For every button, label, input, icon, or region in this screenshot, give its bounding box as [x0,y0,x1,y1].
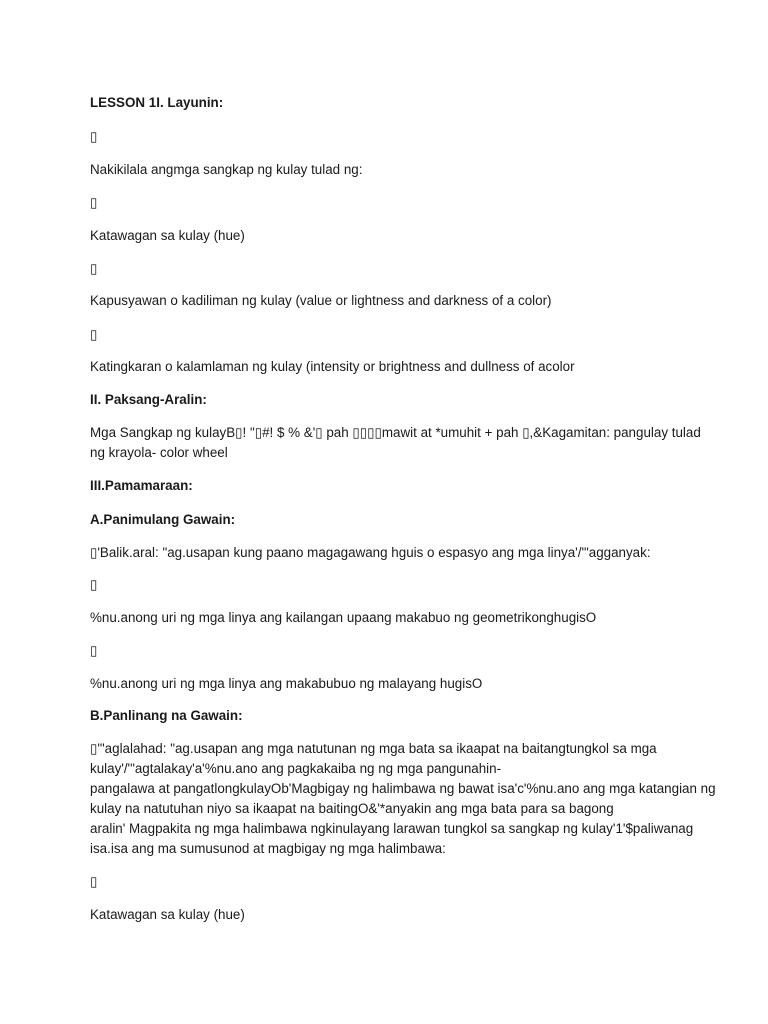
section-pamamaraan: III.Pamamaraan: [90,478,193,493]
bullet-glyph: ▯ [90,577,98,592]
objective-value: Kapusyawan o kadiliman ng kulay (value or lightness and darkness of a color) [90,293,552,308]
section-panlinang-na-gawain: B.Panlinang na Gawain: [90,708,243,723]
objective-hue-repeat: Katawagan sa kulay (hue) [90,907,245,922]
paragraph-line: isa.isa ang ma sumusunod at magbigay ng mga halimbawa: [90,841,446,856]
lesson-title: LESSON 1I. Layunin: [90,95,224,110]
section-panimulang-gawain: A.Panimulang Gawain: [90,512,236,527]
bullet-glyph: ▯ [90,327,98,342]
paragraph-line: kulay'/'"agtalakay'a'%nu.ano ang pagkakaiba ng ng mga pangunahin- [90,761,502,776]
paragraph-line: ng krayola- color wheel [90,445,228,460]
paksa-paragraph [90,423,701,463]
bullet-glyph: ▯ [90,129,98,144]
paragraph-line: Mga Sangkap ng kulayB▯! "▯#! $ % &'▯ pah ▯▯▯▯mawit at *umuhit + pah ▯,&Kagamitan: pangulay tulad [90,425,701,440]
question-free-shape: %nu.anong uri ng mga linya ang makabubuo ng malayang hugisO [90,676,483,691]
bullet-glyph: ▯ [90,195,98,210]
question-geometric: %nu.anong uri ng mga linya ang kailangan upaang makabuo ng geometrikonghugisO [90,610,597,625]
panlinang-paragraph [90,739,716,859]
bullet-glyph: ▯ [90,643,98,658]
paragraph-line: kulay na natutuhan niyo sa ikaapat na baitingO&'*anyakin ang mga bata para sa bagong [90,801,614,816]
objective-hue: Katawagan sa kulay (hue) [90,228,245,243]
balik-aral: ▯'Balik.aral: "ag.usapan kung paano magagawang hguis o espasyo ang mga linya'/'"agganyak: [90,545,651,560]
section-paksang-aralin: II. Paksang-Aralin: [90,392,207,407]
objectives-intro: Nakikilala angmga sangkap ng kulay tulad ng: [90,162,363,177]
bullet-glyph: ▯ [90,261,98,276]
paragraph-line: pangalawa at pangatlongkulayOb'Magbigay ng halimbawa ng bawat isa'c'%nu.ano ang mga katangian ng [90,781,716,796]
paragraph-line: aralin' Magpakita ng mga halimbawa ngkinulayang larawan tungkol sa sangkap ng kulay'1'$paliwanag [90,821,694,836]
bullet-glyph: ▯ [90,874,98,889]
paragraph-line: ▯'"aglalahad: "ag.usapan ang mga natutunan ng mga bata sa ikaapat na baitangtungkol sa mga [90,741,657,756]
objective-intensity: Katingkaran o kalamlaman ng kulay (intensity or brightness and dullness of acolor [90,359,575,374]
